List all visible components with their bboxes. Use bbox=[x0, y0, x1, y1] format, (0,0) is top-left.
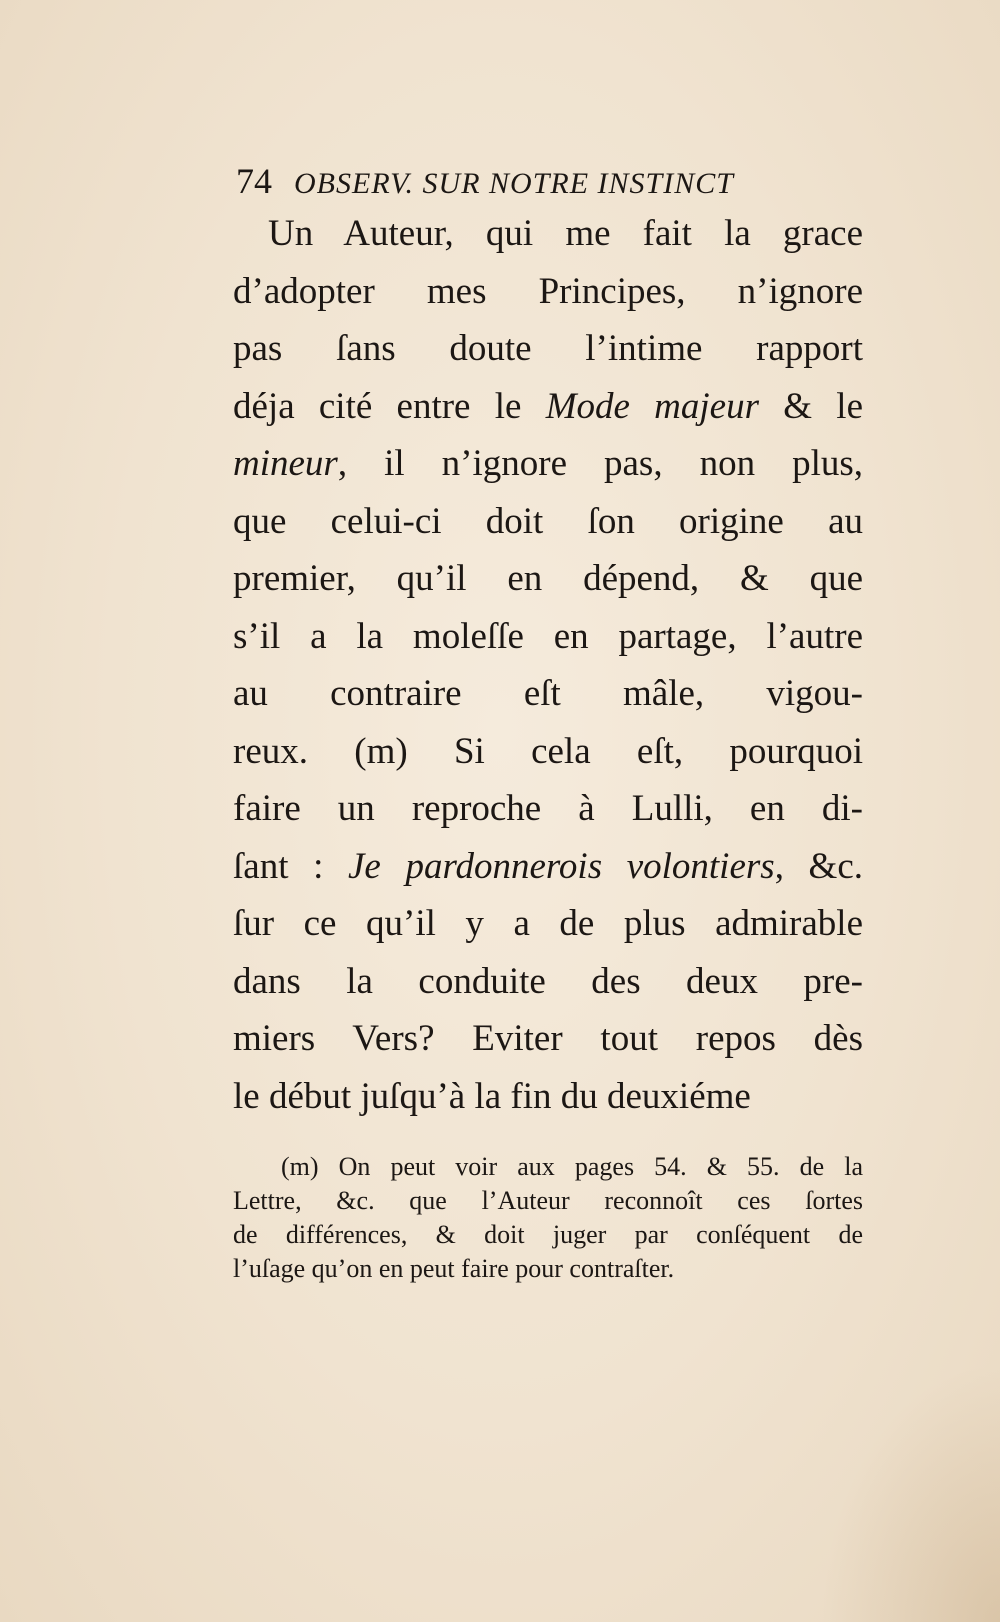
text-line: d’adopter mes Principes, n’ignore bbox=[233, 270, 863, 312]
footnote-line: Lettre, &c. que l’Auteur reconnoît ces ſortes bbox=[233, 1186, 863, 1215]
text-span: & le bbox=[783, 385, 863, 427]
text-line bbox=[233, 378, 863, 436]
text-line: miers Vers? Eviter tout repos dès bbox=[233, 1018, 863, 1059]
text-line: reux. (m) Si cela eſt, pourquoi bbox=[233, 730, 863, 772]
footnote-line: l’uſage qu’on en peut faire pour contraſter. bbox=[233, 1254, 675, 1283]
text-line bbox=[233, 838, 863, 896]
text-line: faire un reproche à Lulli, en di- bbox=[233, 788, 863, 829]
italic-quote: Je pardonnerois volontiers bbox=[347, 845, 775, 887]
text-line: le début juſqu’à la fin du deuxiéme bbox=[233, 1075, 751, 1117]
text-line: ſur ce qu’il y a de plus admirable bbox=[233, 903, 863, 944]
text-line: Un Auteur, qui me fait la grace bbox=[268, 213, 863, 254]
footnote-line: (m) On peut voir aux pages 54. & 55. de la bbox=[281, 1152, 863, 1181]
text-line: s’il a la moleſſe en partage, l’autre bbox=[233, 615, 863, 657]
footnote bbox=[233, 1150, 863, 1286]
page-header bbox=[236, 160, 856, 210]
running-title: OBSERV. SUR NOTRE INSTINCT bbox=[294, 167, 734, 200]
text-line: pas ſans doute l’intime rapport bbox=[233, 328, 863, 369]
page-number: 74 bbox=[236, 161, 272, 201]
text-span: , &c. bbox=[774, 845, 863, 887]
italic-term: mineur bbox=[233, 443, 338, 484]
main-text bbox=[233, 205, 863, 1125]
italic-term: Mode majeur bbox=[545, 385, 760, 427]
text-line: dans la conduite des deux pre- bbox=[233, 960, 863, 1002]
footnote-line: de différences, & doit juger par conſéquent de bbox=[233, 1220, 863, 1249]
text-span: , il n’ignore pas, non plus, bbox=[337, 443, 863, 484]
text-line: premier, qu’il en dépend, & que bbox=[233, 558, 863, 599]
text-span: déja cité entre le bbox=[233, 385, 522, 427]
text-line: que celui-ci doit ſon origine au bbox=[233, 500, 863, 542]
text-line: au contraire eſt mâle, vigou- bbox=[233, 673, 863, 714]
text-line bbox=[233, 435, 863, 493]
text-span: ſant : bbox=[233, 845, 324, 887]
